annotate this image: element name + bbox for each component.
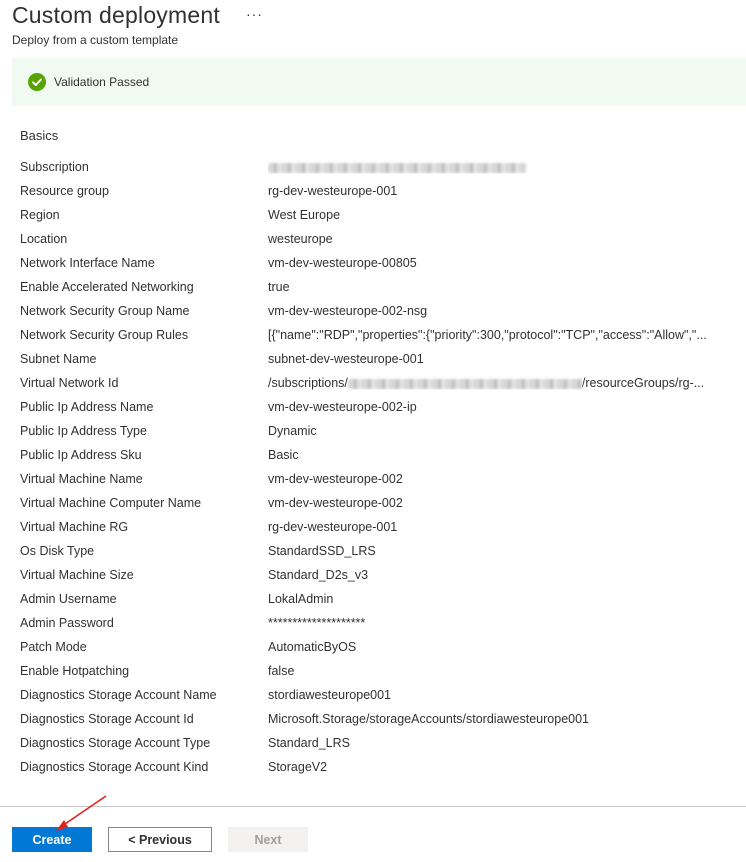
summary-row (20, 227, 730, 251)
summary-row (20, 419, 730, 443)
field-value: LokalAdmin (268, 592, 334, 606)
create-button[interactable]: Create (12, 827, 92, 852)
field-label: Admin Username (20, 592, 117, 606)
previous-button[interactable]: < Previous (108, 827, 212, 852)
field-label: Diagnostics Storage Account Kind (20, 760, 209, 774)
section-title-basics: Basics (20, 128, 59, 143)
field-label: Region (20, 208, 60, 222)
summary-row (20, 467, 730, 491)
field-value (268, 160, 720, 174)
validation-message: Validation Passed (54, 75, 150, 89)
summary-row (20, 155, 730, 179)
field-value: true (268, 280, 290, 294)
field-label: Virtual Machine Computer Name (20, 496, 202, 510)
field-value: rg-dev-westeurope-001 (268, 184, 398, 198)
field-value: vm-dev-westeurope-00805 (268, 256, 417, 270)
summary-row (20, 203, 730, 227)
field-value: vm-dev-westeurope-002-ip (268, 400, 417, 414)
field-value: vm-dev-westeurope-002-nsg (268, 304, 428, 318)
field-label: Enable Hotpatching (20, 664, 130, 678)
summary-row (20, 659, 730, 683)
footer-divider (0, 806, 746, 807)
field-value (268, 376, 720, 390)
summary-row (20, 323, 730, 347)
summary-row (20, 755, 730, 779)
summary-row (20, 275, 730, 299)
field-value: rg-dev-westeurope-001 (268, 520, 398, 534)
value-suffix: /resourceGroups/rg-... (581, 376, 705, 390)
field-label: Subnet Name (20, 352, 97, 366)
field-label: Network Interface Name (20, 256, 155, 270)
field-label: Public Ip Address Type (20, 424, 147, 438)
field-value: Microsoft.Storage/storageAccounts/stordiawesteurope001 (268, 712, 590, 726)
summary-row (20, 371, 730, 395)
field-label: Network Security Group Rules (20, 328, 189, 342)
summary-row (20, 707, 730, 731)
field-label: Diagnostics Storage Account Name (20, 688, 217, 702)
summary-list (20, 155, 730, 779)
field-label: Subscription (20, 160, 89, 174)
field-label: Enable Accelerated Networking (20, 280, 194, 294)
summary-row (20, 395, 730, 419)
field-value: false (268, 664, 295, 678)
summary-row (20, 731, 730, 755)
field-value: vm-dev-westeurope-002 (268, 472, 403, 486)
page-header (12, 2, 732, 47)
field-value: StorageV2 (268, 760, 328, 774)
field-label: Public Ip Address Name (20, 400, 154, 414)
summary-row (20, 251, 730, 275)
validation-banner (12, 58, 746, 106)
field-label: Resource group (20, 184, 109, 198)
field-value: subnet-dev-westeurope-001 (268, 352, 424, 366)
field-label: Virtual Machine RG (20, 520, 129, 534)
field-value: Basic (268, 448, 299, 462)
field-label: Network Security Group Name (20, 304, 190, 318)
redacted-value (268, 163, 526, 173)
redacted-value (348, 379, 582, 389)
value-prefix: /subscriptions/ (268, 376, 348, 390)
field-value: vm-dev-westeurope-002 (268, 496, 403, 510)
field-label: Public Ip Address Sku (20, 448, 142, 462)
field-value: westeurope (268, 232, 333, 246)
field-label: Virtual Machine Name (20, 472, 143, 486)
summary-row (20, 539, 730, 563)
summary-row (20, 443, 730, 467)
summary-row (20, 587, 730, 611)
field-label: Diagnostics Storage Account Type (20, 736, 211, 750)
field-value: Standard_LRS (268, 736, 351, 750)
summary-row (20, 635, 730, 659)
summary-row (20, 179, 730, 203)
summary-row (20, 611, 730, 635)
summary-row (20, 347, 730, 371)
field-value: West Europe (268, 208, 341, 222)
field-label: Virtual Network Id (20, 376, 119, 390)
field-label: Os Disk Type (20, 544, 95, 558)
field-label: Admin Password (20, 616, 114, 630)
field-value: StandardSSD_LRS (268, 544, 376, 558)
field-value: AutomaticByOS (268, 640, 357, 654)
field-label: Location (20, 232, 68, 246)
more-options-icon[interactable]: ··· (245, 5, 263, 22)
summary-row (20, 683, 730, 707)
field-value: Standard_D2s_v3 (268, 568, 369, 582)
summary-row (20, 299, 730, 323)
field-label: Diagnostics Storage Account Id (20, 712, 194, 726)
next-button[interactable]: Next (228, 827, 308, 852)
field-label: Patch Mode (20, 640, 87, 654)
page-title: Custom deployment (12, 2, 220, 28)
field-value: ******************** (268, 616, 366, 630)
summary-row (20, 491, 730, 515)
field-label: Virtual Machine Size (20, 568, 134, 582)
summary-row (20, 563, 730, 587)
field-value: [{"name":"RDP","properties":{"priority":300,"protocol":"TCP","access":"Allow","... (268, 328, 707, 342)
field-value: stordiawesteurope001 (268, 688, 391, 702)
check-circle-icon (28, 73, 46, 91)
field-value: Dynamic (268, 424, 317, 438)
page-subtitle: Deploy from a custom template (12, 33, 179, 47)
summary-row (20, 515, 730, 539)
